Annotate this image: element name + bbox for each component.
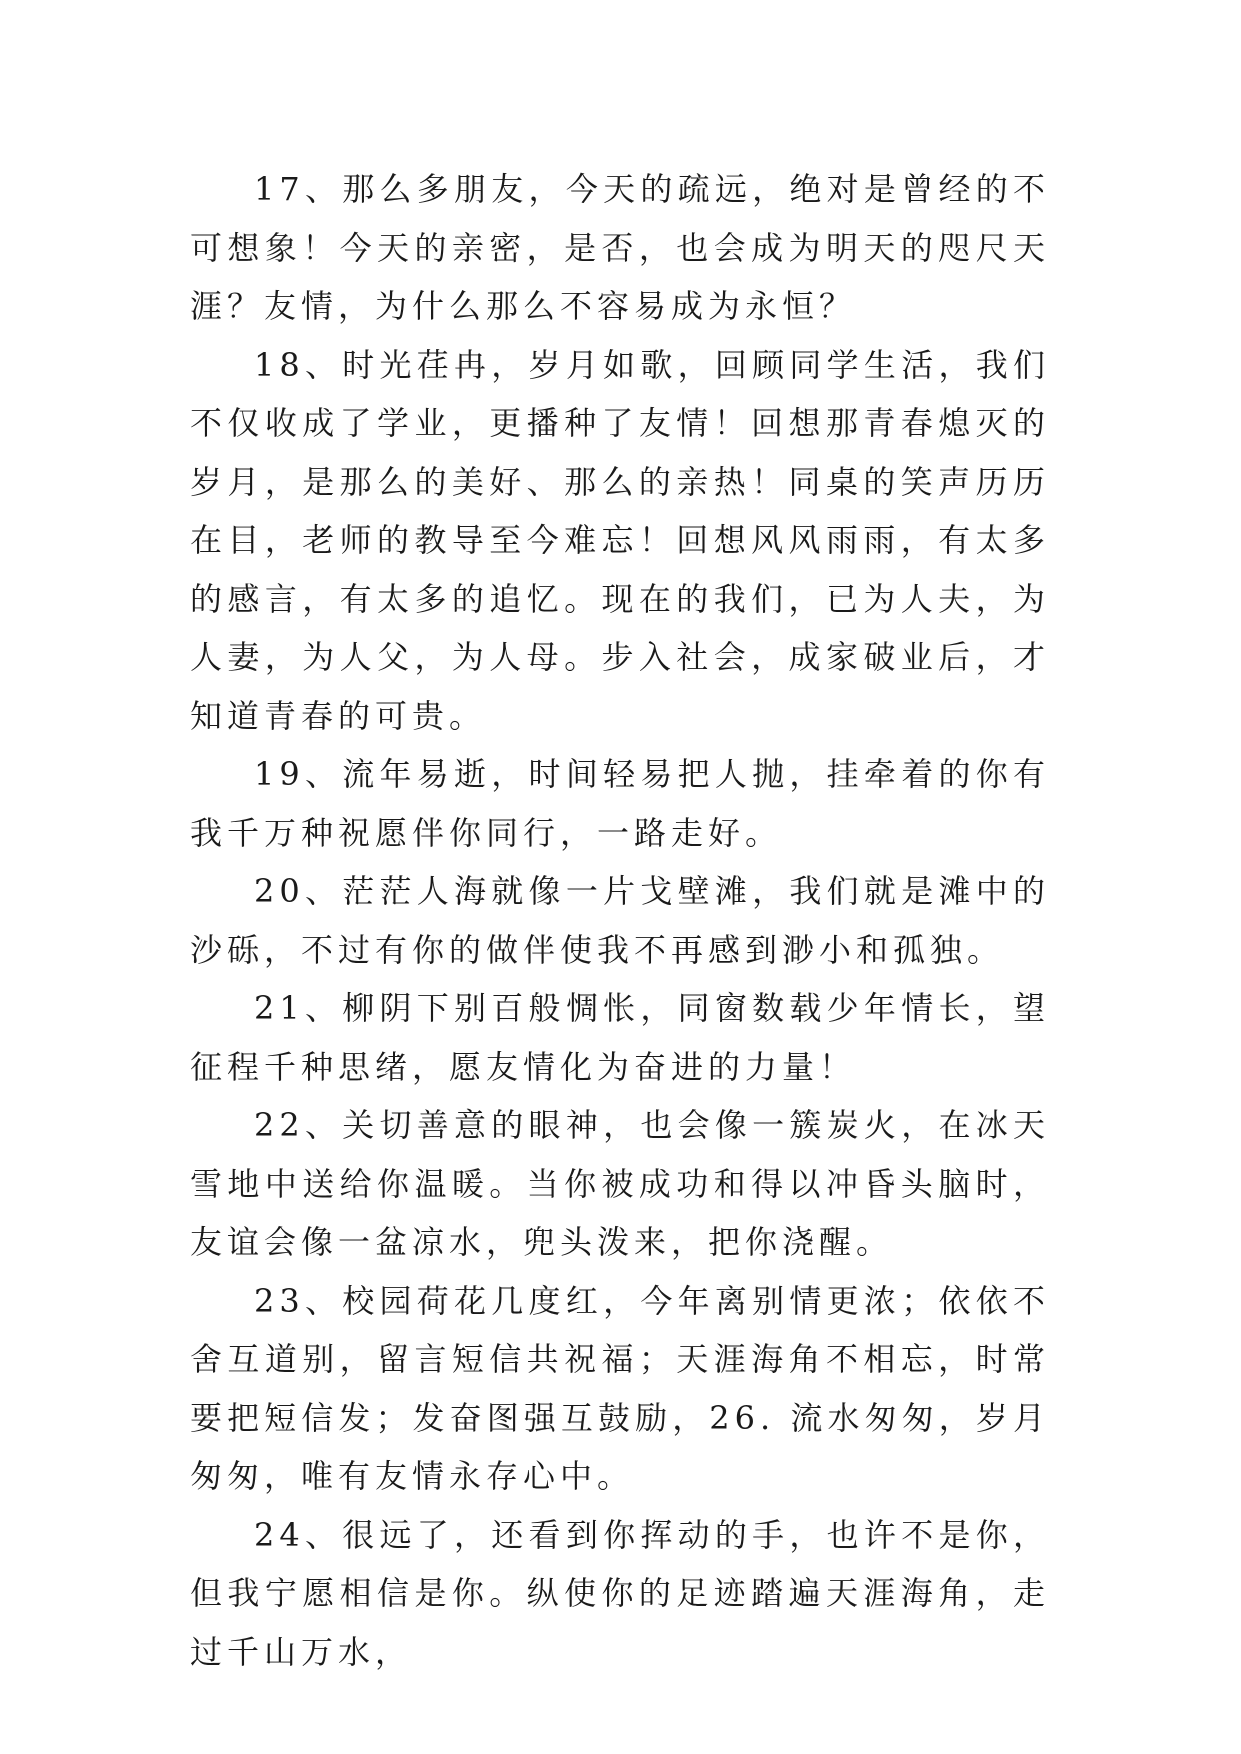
paragraph-23: 23、校园荷花几度红，今年离别情更浓；依依不舍互道别，留言短信共祝福；天涯海角不相忘，时常要把短信发；发奋图强互鼓励，26. 流水匆匆，岁月匆匆，唯有友情永存心中。 bbox=[190, 1281, 1050, 1495]
paragraph-21: 21、柳阴下别百般惆怅，同窗数载少年情长，望征程千种思绪，愿友情化为奋进的力量！ bbox=[190, 989, 1050, 1086]
paragraph-19: 19、流年易逝，时间轻易把人抛，挂牵着的你有我千万种祝愿伴你同行，一路走好。 bbox=[190, 755, 1050, 852]
paragraph-22: 22、关切善意的眼神，也会像一簇炭火，在冰天雪地中送给你温暖。当你被成功和得以冲昏头脑时，友谊会像一盆凉水，兜头泼来，把你浇醒。 bbox=[190, 1106, 1050, 1261]
paragraph-17: 17、那么多朋友，今天的疏远，绝对是曾经的不可想象！今天的亲密，是否，也会成为明天的咫尺天涯？友情，为什么那么不容易成为永恒？ bbox=[190, 170, 1050, 325]
paragraph-18: 18、时光荏冉，岁月如歌，回顾同学生活，我们不仅收成了学业，更播种了友情！回想那青春熄灭的岁月，是那么的美好、那么的亲热！同桌的笑声历历在目，老师的教导至今难忘！回想风风雨雨，有太多的感言，有太多的追忆。现在的我们，已为人夫，为人妻，为人父，为人母。步入社会，成家破业后，才知道青春的可贵。 bbox=[190, 345, 1050, 735]
paragraph-20: 20、茫茫人海就像一片戈壁滩，我们就是滩中的沙砾，不过有你的做伴使我不再感到渺小和孤独。 bbox=[190, 872, 1050, 969]
document-body bbox=[190, 160, 1050, 1681]
paragraph-24: 24、很远了，还看到你挥动的手，也许不是你，但我宁愿相信是你。纵使你的足迹踏遍天涯海角，走过千山万水， bbox=[190, 1515, 1050, 1671]
